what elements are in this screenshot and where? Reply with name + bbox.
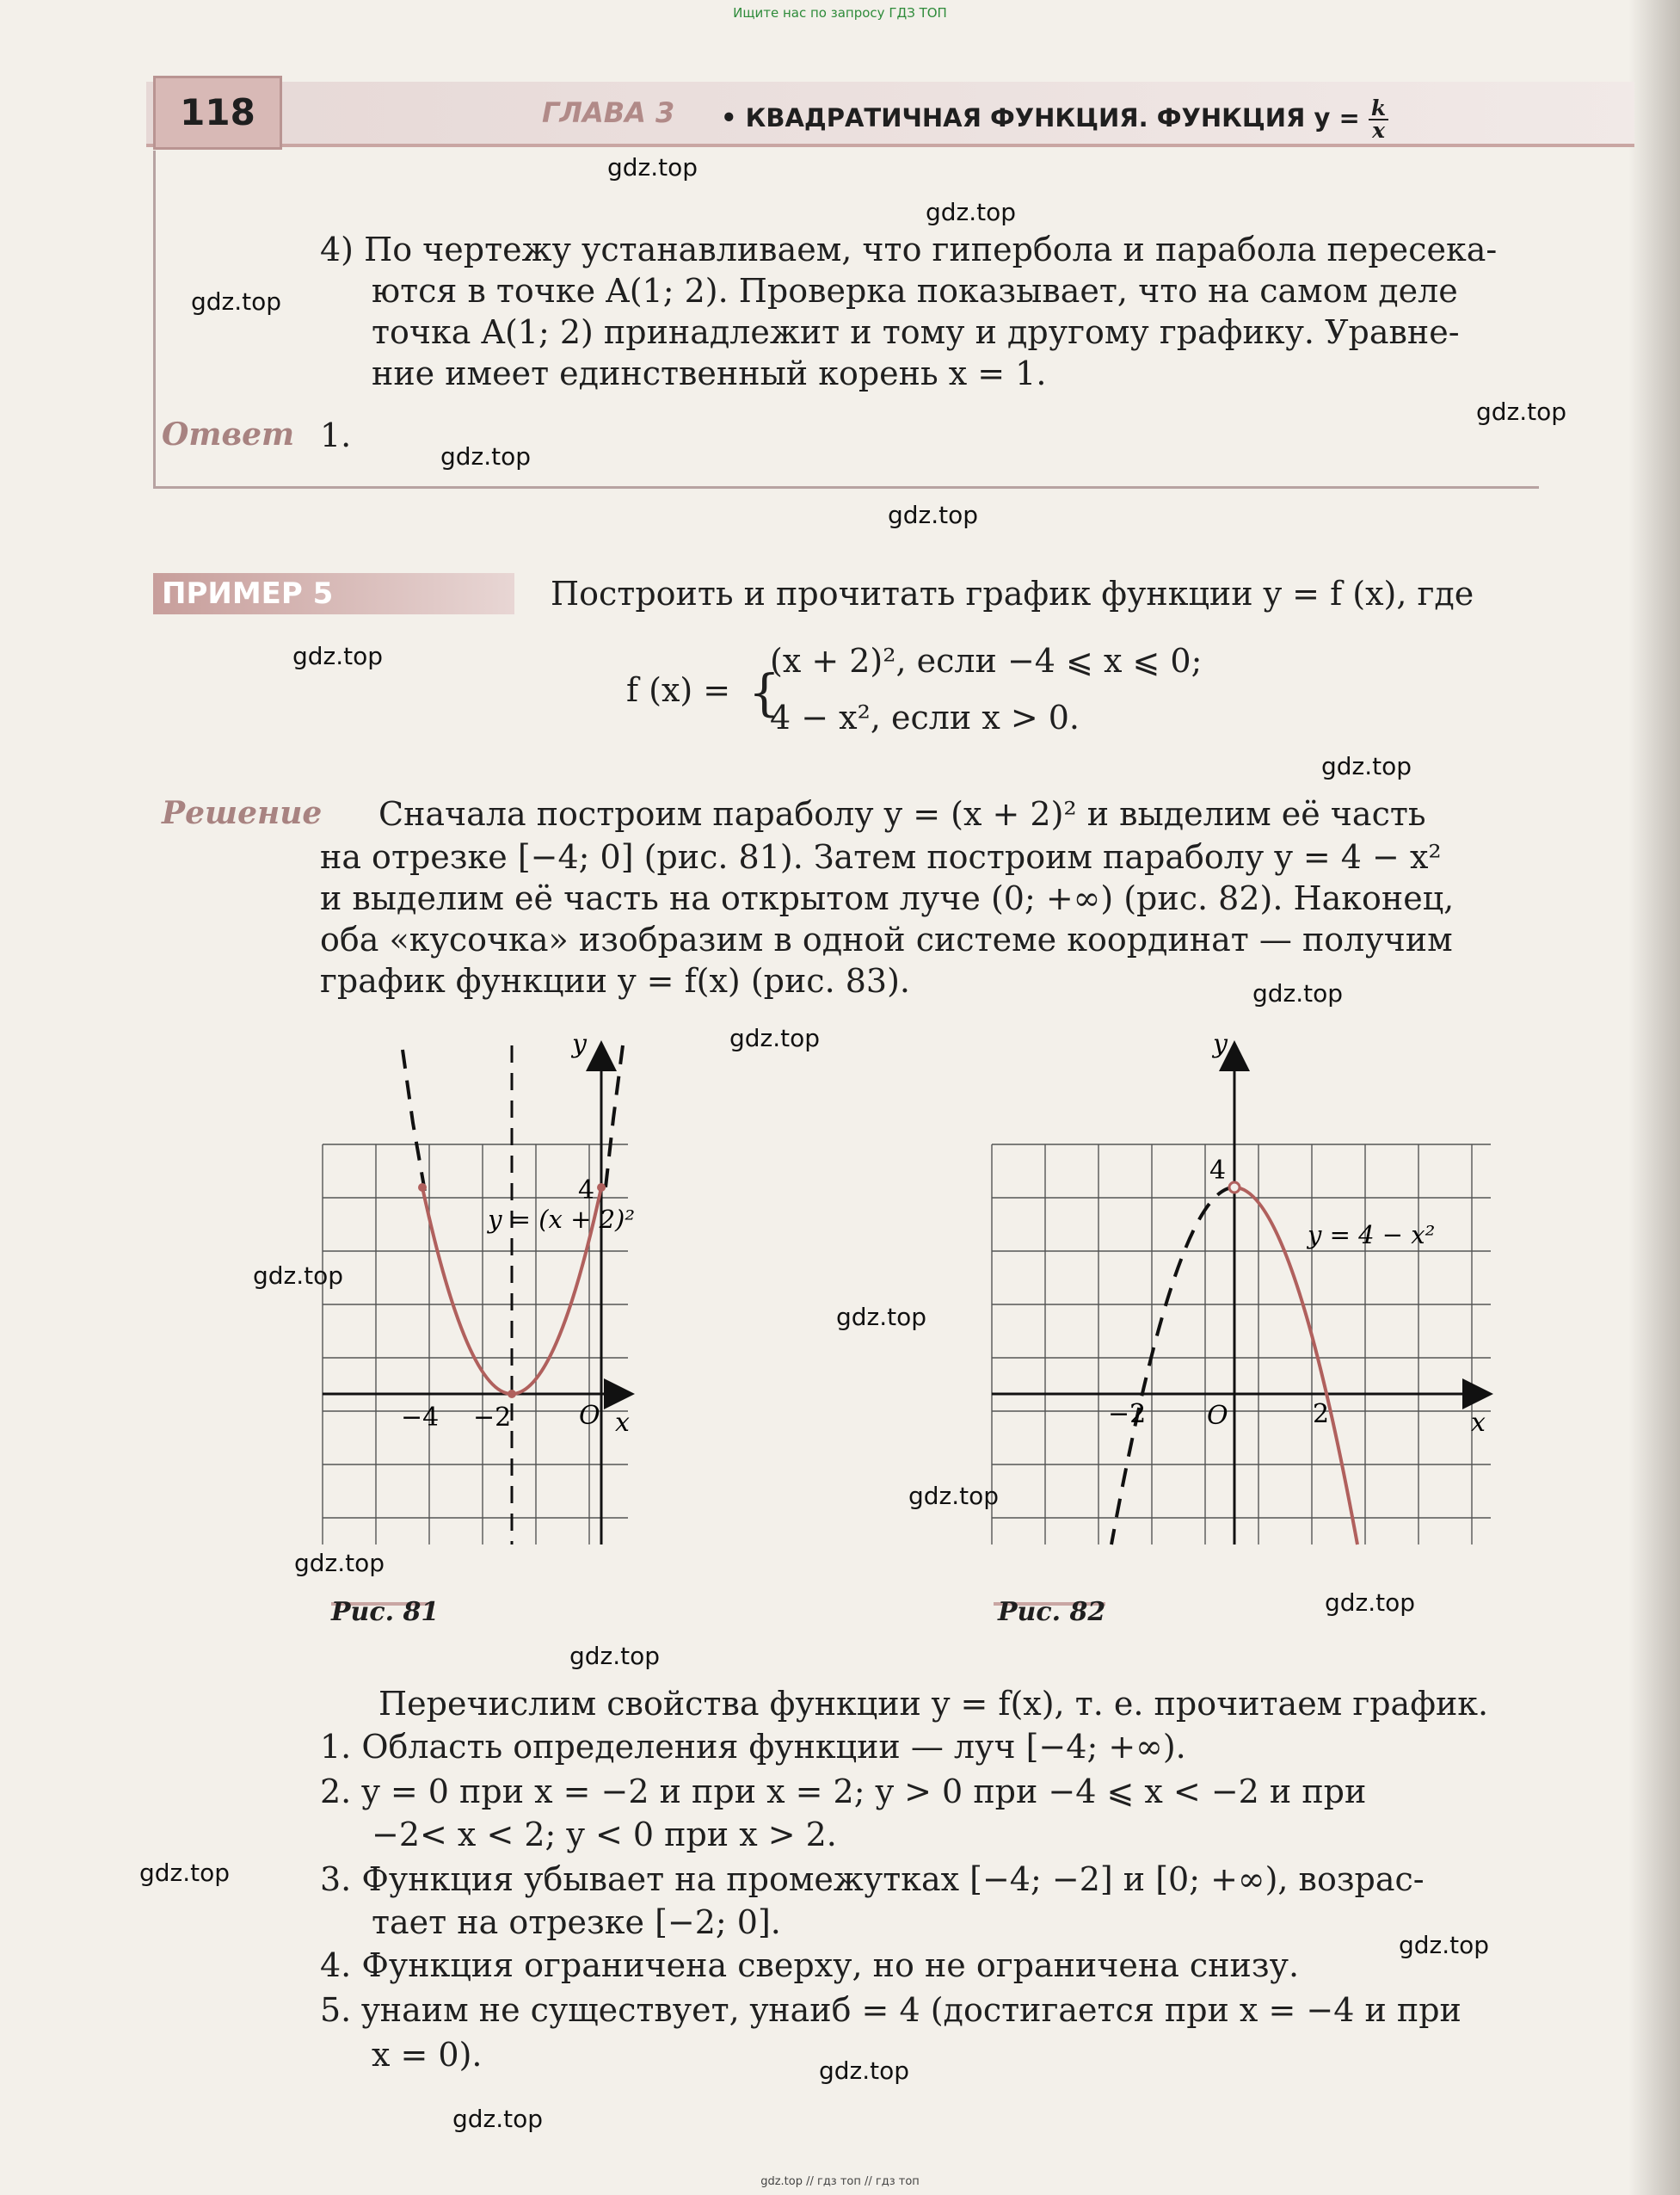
property-3-cont: тает на отрезке [−2; 0]. xyxy=(372,1903,781,1941)
figure-82-open-point xyxy=(1229,1182,1240,1193)
figure-82-tick-minus2: −2 xyxy=(1108,1399,1147,1429)
chapter-title-text: • КВАДРАТИЧНАЯ ФУНКЦИЯ. ФУНКЦИЯ y = xyxy=(721,103,1360,133)
property-5-cont: x = 0). xyxy=(372,2036,483,2074)
watermark: gdz.top xyxy=(836,1303,927,1331)
property-2: 2. y = 0 при x = −2 и при x = 2; y > 0 при −4 ⩽ x < −2 и при xyxy=(320,1773,1367,1810)
answer-value: 1. xyxy=(320,416,352,454)
property-5: 5. yнаим не существует, yнаиб = 4 (достигается при x = −4 и при xyxy=(320,1991,1462,2029)
watermark: gdz.top xyxy=(888,501,979,529)
figure-81-axis-y-label: y xyxy=(572,1029,587,1059)
figure-81-curve-dashed-right xyxy=(606,1045,623,1187)
step4-line-2: ются в точке A(1; 2). Проверка показывает, что на самом деле xyxy=(372,272,1458,310)
watermark: gdz.top xyxy=(729,1024,821,1052)
watermark: gdz.top xyxy=(253,1261,344,1290)
figure-81-curve-label: y = (x + 2)² xyxy=(488,1205,635,1234)
property-2-cont: −2< x < 2; y < 0 при x > 2. xyxy=(372,1816,837,1853)
step4-line-1: 4) По чертежу устанавливаем, что гипербола и парабола пересека- xyxy=(320,231,1498,268)
chapter-title xyxy=(721,98,1388,141)
figure-81-tick-4: 4 xyxy=(578,1175,595,1205)
example-task: Построить и прочитать график функции y = f (x), где xyxy=(551,575,1474,613)
figure-82-graph xyxy=(988,1028,1495,1562)
figure-81-caption: Рис. 81 xyxy=(331,1597,440,1627)
figure-81-tick-minus4: −4 xyxy=(401,1403,440,1433)
property-4: 4. Функция ограничена сверху, но не ограничена снизу. xyxy=(320,1946,1300,1984)
figure-82-tick-4: 4 xyxy=(1209,1156,1227,1186)
figure-82-grid xyxy=(992,1144,1491,1545)
figure-81-origin-label: O xyxy=(579,1401,600,1431)
piecewise-case-1: (x + 2)², если −4 ⩽ x ⩽ 0; xyxy=(770,642,1203,680)
figure-81-point-left xyxy=(418,1183,427,1192)
figure-81-tick-minus2: −2 xyxy=(473,1403,512,1433)
property-3: 3. Функция убывает на промежутках [−4; −2] и [0; +∞), возрас- xyxy=(320,1860,1425,1898)
figure-82-tick-2: 2 xyxy=(1313,1399,1330,1429)
step4-line-3: точка A(1; 2) принадлежит и тому и другому графику. Уравне- xyxy=(372,313,1460,351)
figure-82-origin-label: O xyxy=(1207,1401,1228,1431)
piecewise-brace: { xyxy=(748,663,780,722)
page-number: 118 xyxy=(153,76,282,150)
step4-line-4: ние имеет единственный корень x = 1. xyxy=(372,355,1047,392)
answer-label: Ответ xyxy=(162,416,295,453)
property-1: 1. Область определения функции — луч [−4; +∞). xyxy=(320,1728,1186,1766)
watermark: gdz.top xyxy=(294,1549,385,1577)
properties-intro: Перечислим свойства функции y = f(x), т. е. прочитаем график. xyxy=(378,1685,1489,1723)
watermark: gdz.top xyxy=(1325,1588,1416,1617)
watermark: gdz.top xyxy=(1321,752,1412,780)
figure-81-axis-x-label: x xyxy=(615,1408,630,1438)
example-badge: ПРИМЕР 5 xyxy=(153,573,514,614)
page-spine-shadow xyxy=(1628,0,1680,2195)
watermark: gdz.top xyxy=(1252,979,1344,1008)
top-banner: Ищите нас по запросу ГДЗ ТОП xyxy=(733,5,947,21)
watermark: gdz.top xyxy=(292,642,384,670)
figure-82-caption: Рис. 82 xyxy=(998,1597,1106,1627)
figure-81-curve-dashed-left xyxy=(403,1050,425,1192)
watermark: gdz.top xyxy=(819,2056,910,2085)
figure-82-axis-x-label: x xyxy=(1471,1408,1486,1438)
chapter-title-fraction xyxy=(1369,98,1388,141)
solution-line-4: оба «кусочка» изобразим в одной системе координат — получим xyxy=(320,921,1453,959)
figure-82-axis-y-label: y xyxy=(1213,1029,1228,1059)
solution-line-1: Сначала построим параболу y = (x + 2)² и выделим её часть xyxy=(378,795,1426,833)
watermark: gdz.top xyxy=(926,198,1017,226)
watermark: gdz.top xyxy=(1399,1931,1490,1959)
figure-82-curve-dashed xyxy=(1111,1187,1234,1545)
figure-81-point-right xyxy=(597,1183,606,1192)
piecewise-case-2: 4 − x², если x > 0. xyxy=(770,699,1080,737)
watermark: gdz.top xyxy=(139,1859,231,1887)
figure-81-graph xyxy=(318,1028,637,1562)
watermark: gdz.top xyxy=(440,442,532,471)
solution-line-5: график функции y = f(x) (рис. 83). xyxy=(320,962,911,1000)
figure-82-curve-label: y = 4 − x² xyxy=(1308,1220,1436,1249)
watermark: gdz.top xyxy=(908,1482,1000,1510)
fraction-numerator: k xyxy=(1369,98,1388,120)
watermark: gdz.top xyxy=(607,153,698,182)
solution-line-3: и выделим её часть на открытом луче (0; +∞) (рис. 82). Наконец, xyxy=(320,879,1455,917)
solution-label: Решение xyxy=(162,795,323,831)
figure-81-vertex xyxy=(508,1390,516,1398)
watermark: gdz.top xyxy=(452,2105,544,2133)
solution-line-2: на отрезке [−4; 0] (рис. 81). Затем построим параболу y = 4 − x² xyxy=(320,838,1442,876)
watermark: gdz.top xyxy=(191,287,282,316)
watermark: gdz.top xyxy=(569,1642,661,1670)
bottom-banner: gdz.top // гдз топ // гдз топ xyxy=(760,2175,920,2188)
piecewise-lhs: f (x) = xyxy=(626,671,731,709)
watermark: gdz.top xyxy=(1476,398,1567,426)
chapter-label: ГЛАВА 3 xyxy=(542,96,675,129)
fraction-denominator: x xyxy=(1372,118,1385,143)
